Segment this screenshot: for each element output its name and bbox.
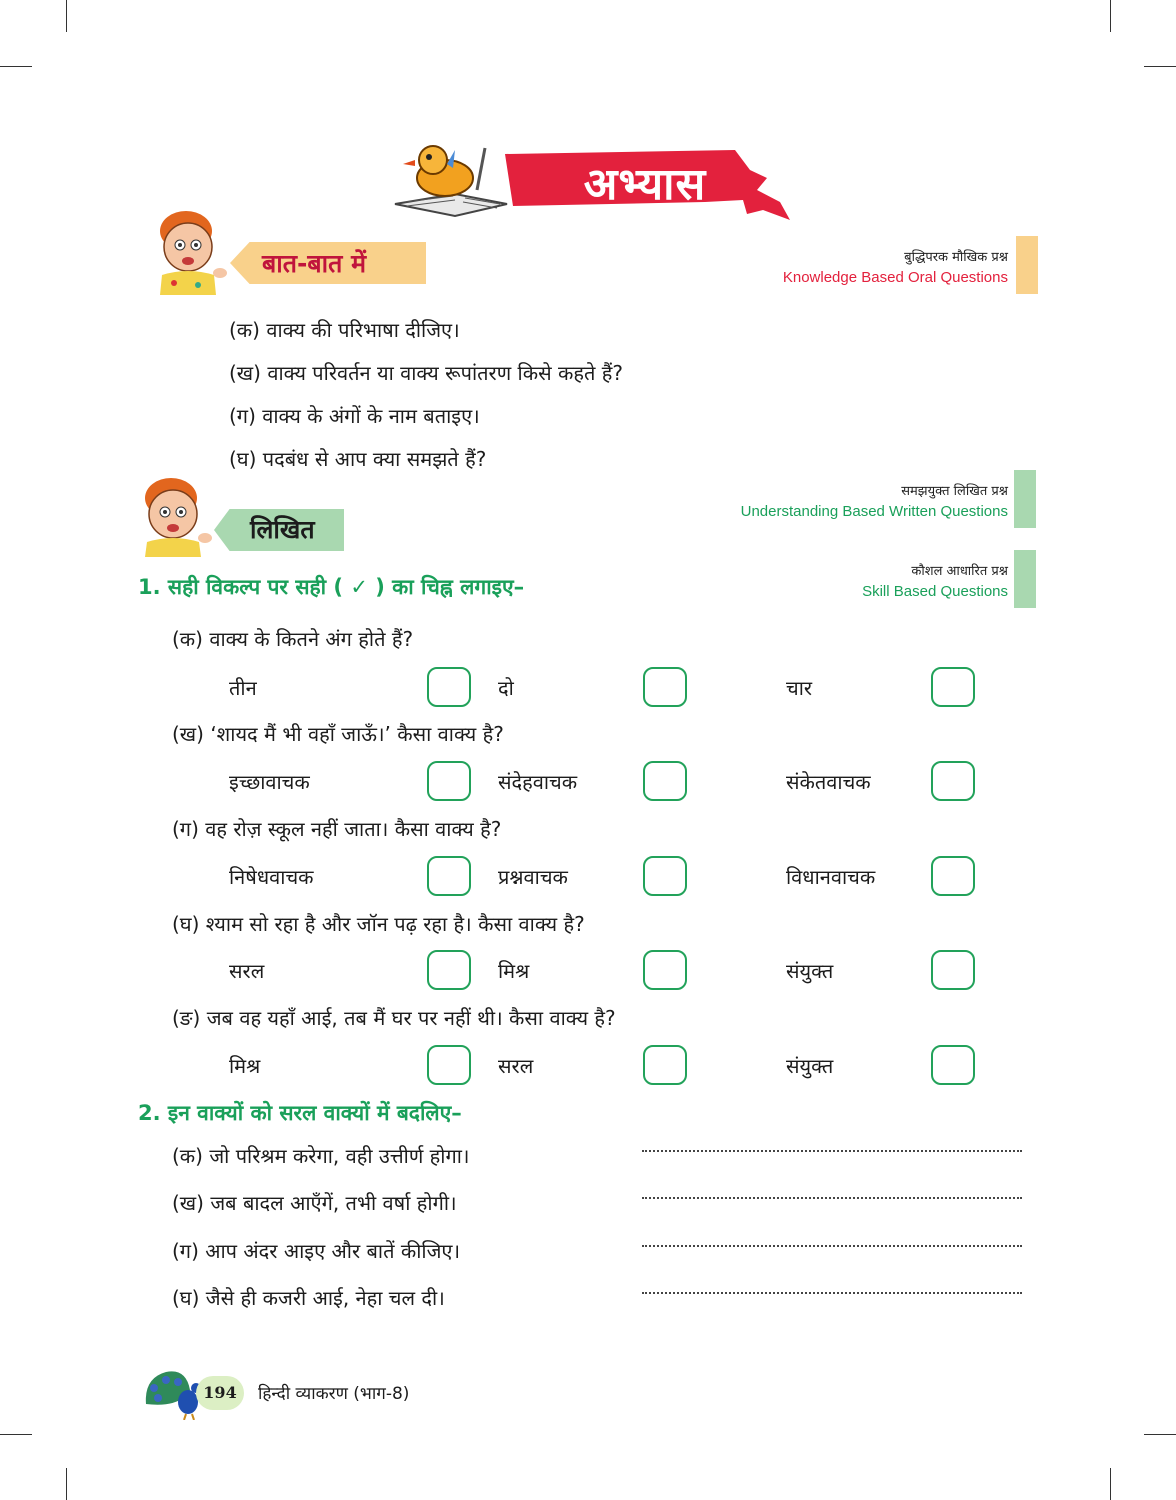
answer-line[interactable] [642, 1245, 1022, 1247]
mcq-option-label: सरल [229, 959, 265, 983]
answer-checkbox[interactable] [931, 950, 975, 990]
answer-checkbox[interactable] [931, 667, 975, 707]
answer-checkbox[interactable] [643, 761, 687, 801]
crop-mark [66, 0, 67, 32]
answer-line[interactable] [642, 1197, 1022, 1199]
answer-checkbox[interactable] [643, 856, 687, 896]
answer-line[interactable] [642, 1150, 1022, 1152]
rewrite-sentence: (क) जो परिश्रम करेगा, वही उत्तीर्ण होगा। [172, 1144, 470, 1168]
oral-question: (क) वाक्य की परिभाषा दीजिए। [229, 318, 460, 342]
answer-checkbox[interactable] [643, 950, 687, 990]
crop-mark [1144, 1434, 1176, 1435]
mcq-question: (घ) श्याम सो रहा है और जॉन पढ़ रहा है। कैसा वाक्य है? [172, 912, 585, 936]
mcq-option-label: संदेहवाचक [498, 770, 578, 794]
tag-color-bar [1014, 550, 1036, 608]
tag-hindi-text: बुद्धिपरक मौखिक प्रश्न [904, 250, 1008, 265]
crop-mark [1110, 1468, 1111, 1500]
answer-checkbox[interactable] [931, 856, 975, 896]
mcq-option-label: संयुक्त [786, 959, 834, 983]
mcq-option-label: मिश्र [229, 1054, 261, 1078]
mcq-option-label: विधानवाचक [786, 865, 876, 889]
mcq-option-label: प्रश्नवाचक [498, 865, 568, 889]
exercise-2-heading: 2. इन वाक्यों को सरल वाक्यों में बदलिए– [138, 1101, 462, 1125]
exercise-1-heading: 1. सही विकल्प पर सही ( ✓ ) का चिह्न लगाइए– [138, 575, 525, 599]
understanding-question-tag [741, 481, 1008, 520]
answer-checkbox[interactable] [427, 667, 471, 707]
oral-question-tag [783, 247, 1008, 286]
tag-hindi-text: समझयुक्त लिखित प्रश्न [901, 484, 1008, 499]
mcq-question: (क) वाक्य के कितने अंग होते हैं? [172, 627, 414, 651]
answer-checkbox[interactable] [427, 856, 471, 896]
answer-checkbox[interactable] [931, 1045, 975, 1085]
mcq-option-label: दो [498, 676, 514, 700]
oral-question: (ग) वाक्य के अंगों के नाम बताइए। [229, 404, 480, 428]
mcq-option-label: तीन [229, 676, 257, 700]
crop-mark [1144, 66, 1176, 67]
skill-question-tag [862, 561, 1008, 600]
mcq-option-label: इच्छावाचक [229, 770, 310, 794]
boy-mascot-icon [135, 472, 215, 557]
answer-checkbox[interactable] [427, 761, 471, 801]
tag-english-text: Understanding Based Written Questions [740, 503, 1008, 520]
mcq-option-label: सरल [498, 1054, 534, 1078]
mcq-question: (ङ) जब वह यहाँ आई, तब मैं घर पर नहीं थी। कैसा वाक्य है? [172, 1006, 616, 1030]
crop-mark [1110, 0, 1111, 32]
section-tab-written-label: लिखित [250, 515, 315, 544]
tag-color-bar [1014, 470, 1036, 528]
mcq-option-label: संयुक्त [786, 1054, 834, 1078]
crop-mark [0, 1434, 32, 1435]
bird-writing-illustration [385, 142, 515, 220]
oral-question: (घ) पदबंध से आप क्या समझते हैं? [229, 447, 487, 471]
rewrite-sentence: (ग) आप अंदर आइए और बातें कीजिए। [172, 1239, 461, 1263]
book-title: हिन्दी व्याकरण (भाग-8) [258, 1384, 410, 1404]
page-title: अभ्यास [583, 159, 707, 210]
answer-checkbox[interactable] [931, 761, 975, 801]
answer-checkbox[interactable] [643, 1045, 687, 1085]
rewrite-sentence: (घ) जैसे ही कजरी आई, नेहा चल दी। [172, 1286, 445, 1310]
tag-english-text: Skill Based Questions [862, 583, 1008, 600]
mcq-option-label: मिश्र [498, 959, 530, 983]
answer-checkbox[interactable] [643, 667, 687, 707]
page-number: 194 [196, 1376, 244, 1410]
mcq-option-label: संकेतवाचक [786, 770, 871, 794]
mcq-question: (ग) वह रोज़ स्कूल नहीं जाता। कैसा वाक्य है? [172, 817, 502, 841]
tag-color-bar [1016, 236, 1038, 294]
answer-line[interactable] [642, 1292, 1022, 1294]
mcq-question: (ख) ‘शायद मैं भी वहाँ जाऊँ।’ कैसा वाक्य है? [172, 722, 504, 746]
section-tab-oral-label: बात-बात में [262, 249, 367, 278]
oral-question: (ख) वाक्य परिवर्तन या वाक्य रूपांतरण किसे कहते हैं? [229, 361, 623, 385]
crop-mark [0, 66, 32, 67]
answer-checkbox[interactable] [427, 1045, 471, 1085]
crop-mark [66, 1468, 67, 1500]
tag-english-text: Knowledge Based Oral Questions [782, 269, 1008, 286]
mcq-option-label: निषेधवाचक [229, 865, 314, 889]
rewrite-sentence: (ख) जब बादल आएँगें, तभी वर्षा होगी। [172, 1191, 457, 1215]
tag-hindi-text: कौशल आधारित प्रश्न [911, 564, 1008, 579]
answer-checkbox[interactable] [427, 950, 471, 990]
boy-mascot-icon [150, 205, 230, 295]
mcq-option-label: चार [786, 676, 813, 700]
